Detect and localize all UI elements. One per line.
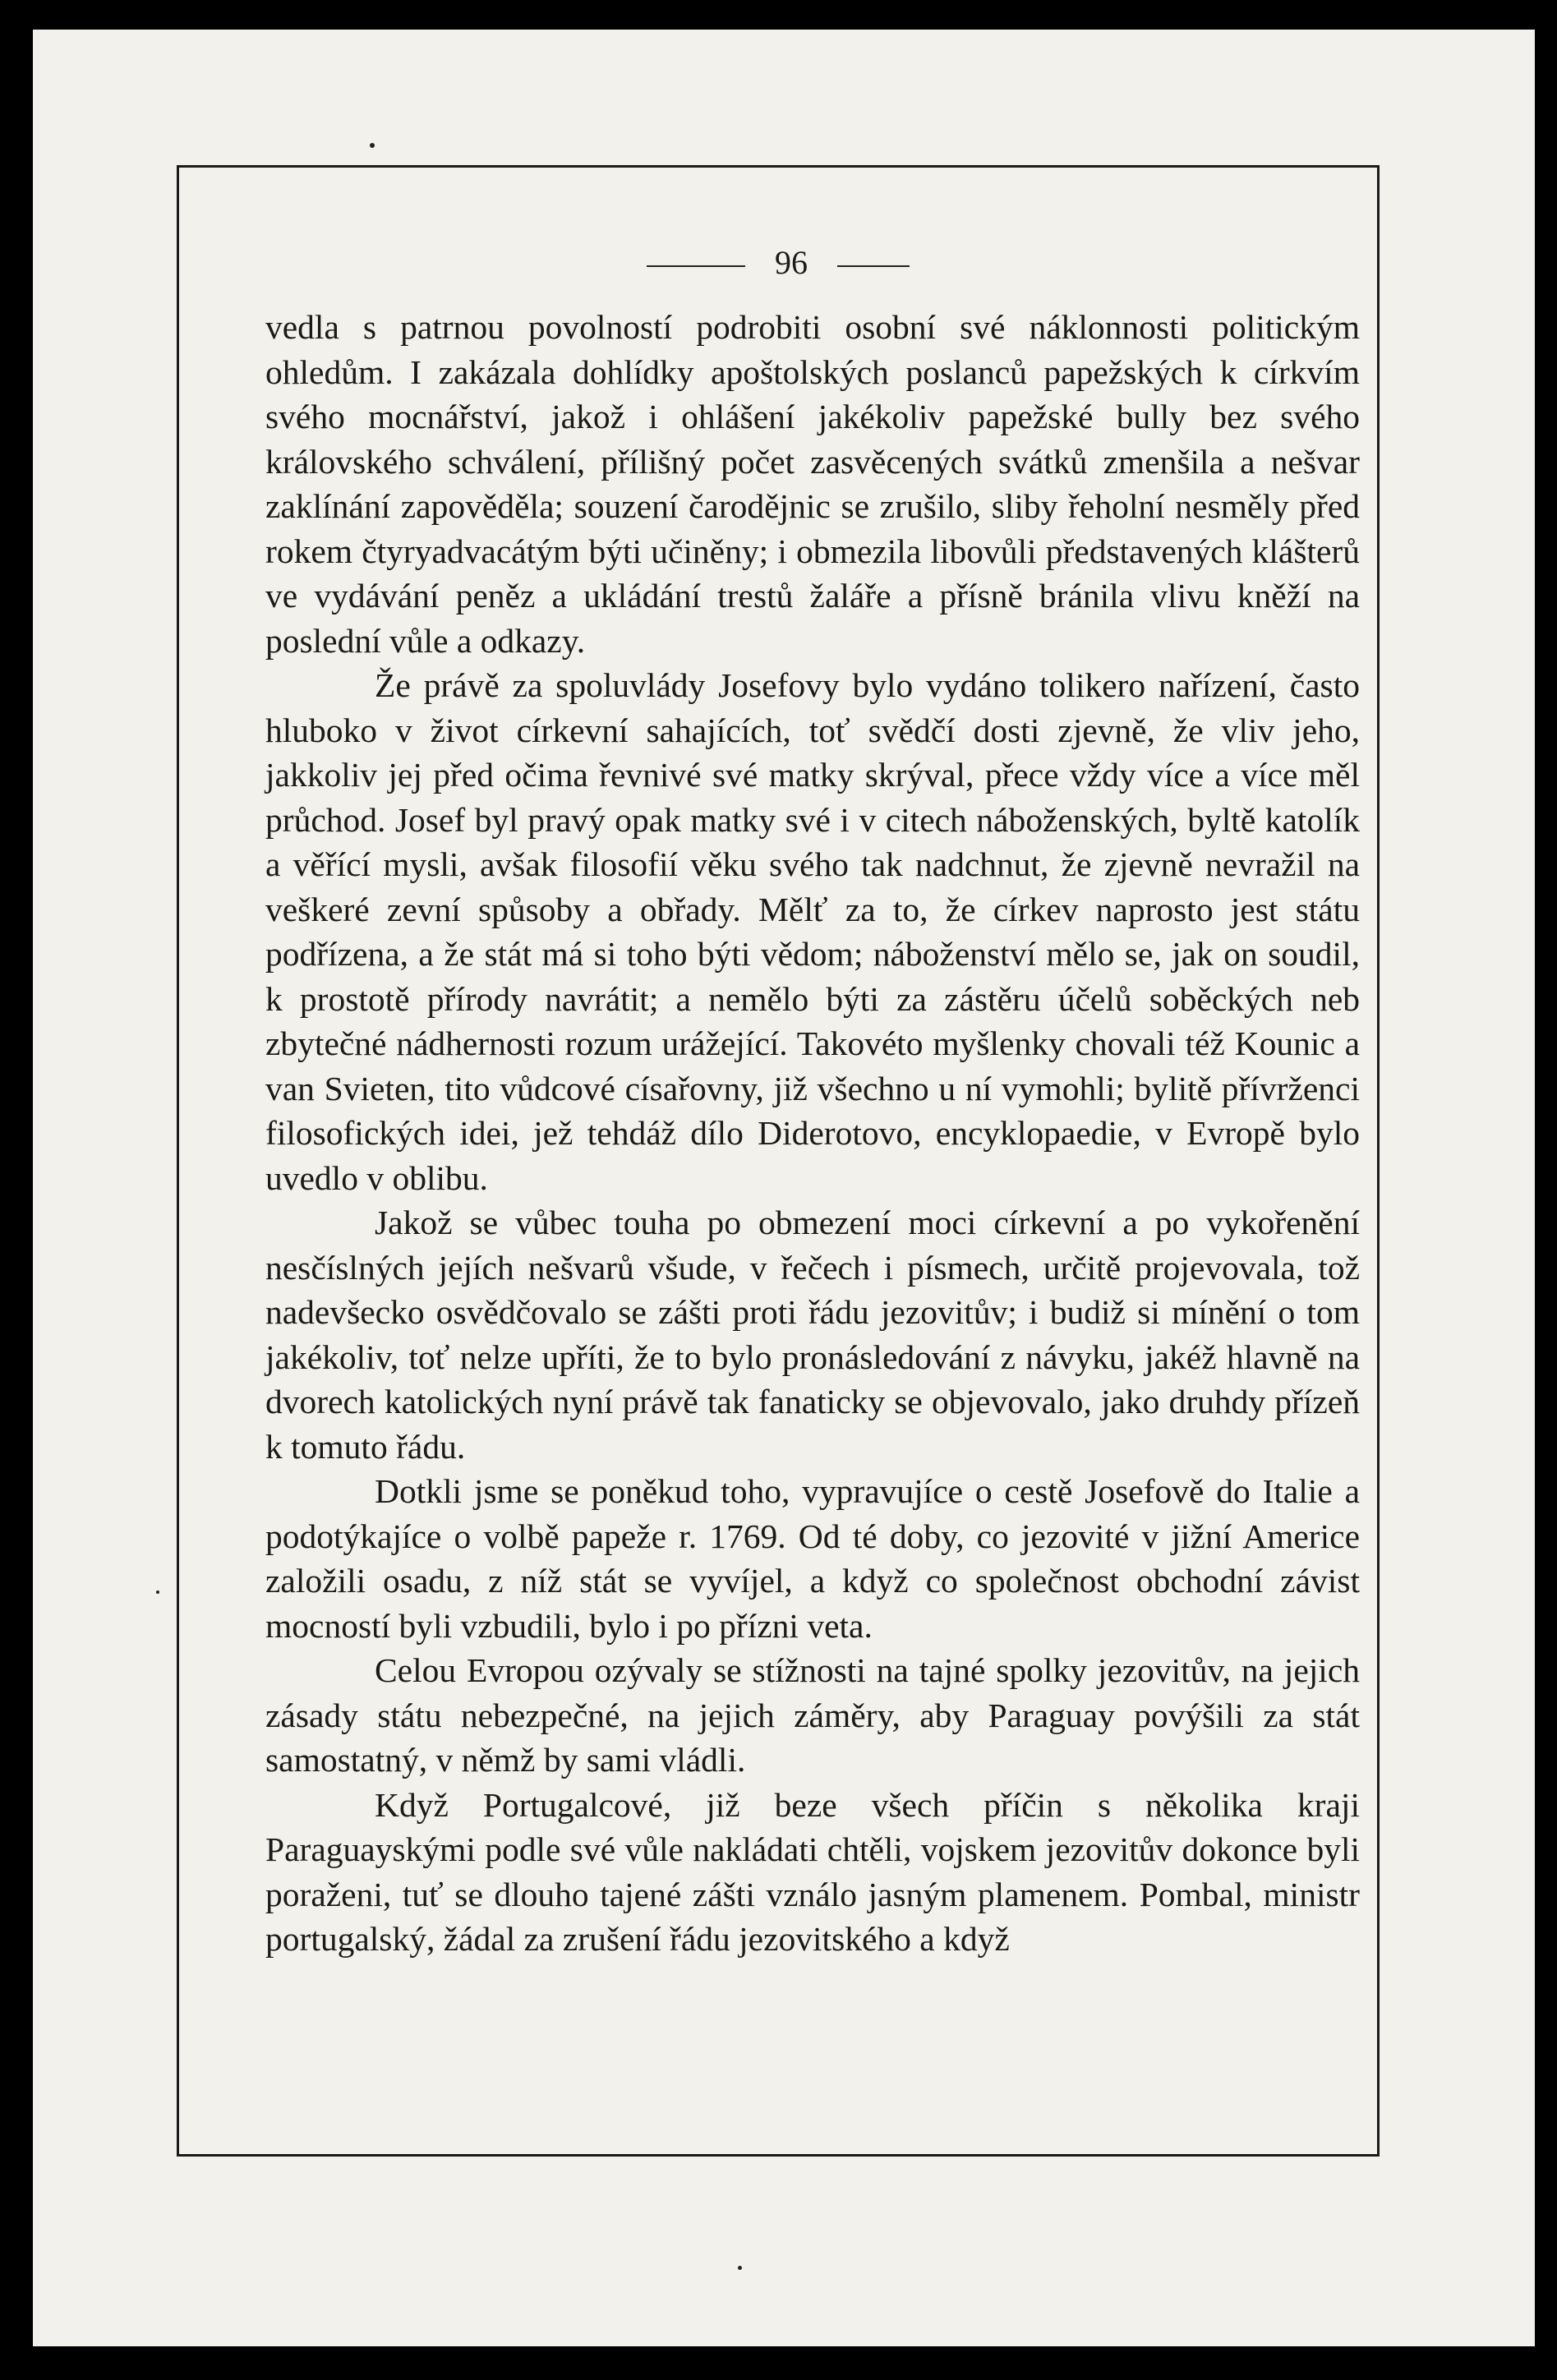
- header-rule-right: [837, 265, 910, 267]
- body-text: [265, 305, 1360, 1962]
- paragraph-1: vedla s patrnou povolností podrobiti osobní své náklonnosti politickým ohledům. I zakázala dohlídky apoštolských poslanců papežských k církvím svého mocnářství, jakož i ohlášení jakékoliv papežské bully bez svého královského schválení, přílišný počet zasvěcených svátků zmenšila a nešvar zaklínání zapověděla; souzení čarodějnic se zrušilo, sliby řeholní nesměly před rokem čtyryadvacátým býti učiněny; i obmezila libovůli představených klášterů ve vydávání peněz a ukládání trestů žaláře a přísně bránila vlivu kněží na poslední vůle a odkazy.: [265, 308, 1360, 660]
- page-header: [179, 243, 1377, 283]
- paragraph-6: Když Portugalcové, již beze všech příčin s několika kraji Paraguayskými podle své vůle nakládati chtěli, vojskem jezovitův dokonce byli poraženi, tuť se dlouho tajené zášti vználo jasným plamenem. Pombal, ministr portugalský, žádal za zrušení řádu jezovitského a když: [265, 1785, 1360, 1958]
- ink-speck: [156, 1591, 159, 1594]
- book-page: [33, 30, 1535, 2346]
- header-rule-left: [647, 265, 745, 267]
- paragraph-3: Jakož se vůbec touha po obmezení moci církevní a po vykořenění nesčíslných jejích nešvarů všude, v řečech i písmech, určitě projevovala, tož nadevšecko osvědčovalo se zášti proti řádu jezovitův; i budiž si mínění o tom jakékoliv, toť nelze upříti, že to bylo pronásledování z návyku, jakéž hlavně na dvorech katolických nyní právě tak fanaticky se objevovalo, jako druhdy přízeň k tomuto řádu.: [265, 1204, 1360, 1466]
- paragraph-4: Dotkli jsme se poněkud toho, vypravujíce o cestě Josefově do Italie a podotýkajíce o volbě papeže r. 1769. Od té doby, co jezovité v jižní Americe založili osadu, z níž stát se vyvíjel, a když co společnost obchodní závist mocností byli vzbudili, bylo i po přízni veta.: [265, 1472, 1360, 1645]
- ink-speck: [738, 2266, 742, 2270]
- paragraph-5: Celou Evropou ozývaly se stížnosti na tajné spolky jezovitův, na jejich zásady státu nebezpečné, na jejich záměry, aby Paraguay povýšili za stát samostatný, v němž by sami vládli.: [265, 1651, 1360, 1779]
- paragraph-2: Že právě za spoluvlády Josefovy bylo vydáno tolikero nařízení, často hluboko v život církevní sahajících, toť svědčí dosti zjevně, že vliv jeho, jakkoliv jej před očima řevnivé své matky skrýval, přece vždy více a více měl průchod. Josef byl pravý opak matky své i v citech náboženských, byltě katolík a věřící mysli, avšak filosofií věku svého tak nadchnut, že zjevně nevražil na veškeré zevní spůsoby a obřady. Mělť za to, že církev naprosto jest státu podřízena, a že stát má si toho býti vědom; náboženství mělo se, jak on soudil, k prostotě přírody navrátit; a nemělo býti za zástěru účelů soběckých neb zbytečné nádhernosti rozum urážející. Takovéto myšlenky chovali též Kounic a van Svieten, tito vůdcové císařovny, již všechno u ní vymohli; bylitě přívrženci filosofických idei, jež tehdáž dílo Diderotovo, encyklopaedie, v Evropě bylo uvedlo v oblibu.: [265, 666, 1360, 1197]
- page-frame: [177, 165, 1380, 2157]
- ink-speck: [370, 143, 375, 148]
- page-number: 96: [775, 244, 808, 281]
